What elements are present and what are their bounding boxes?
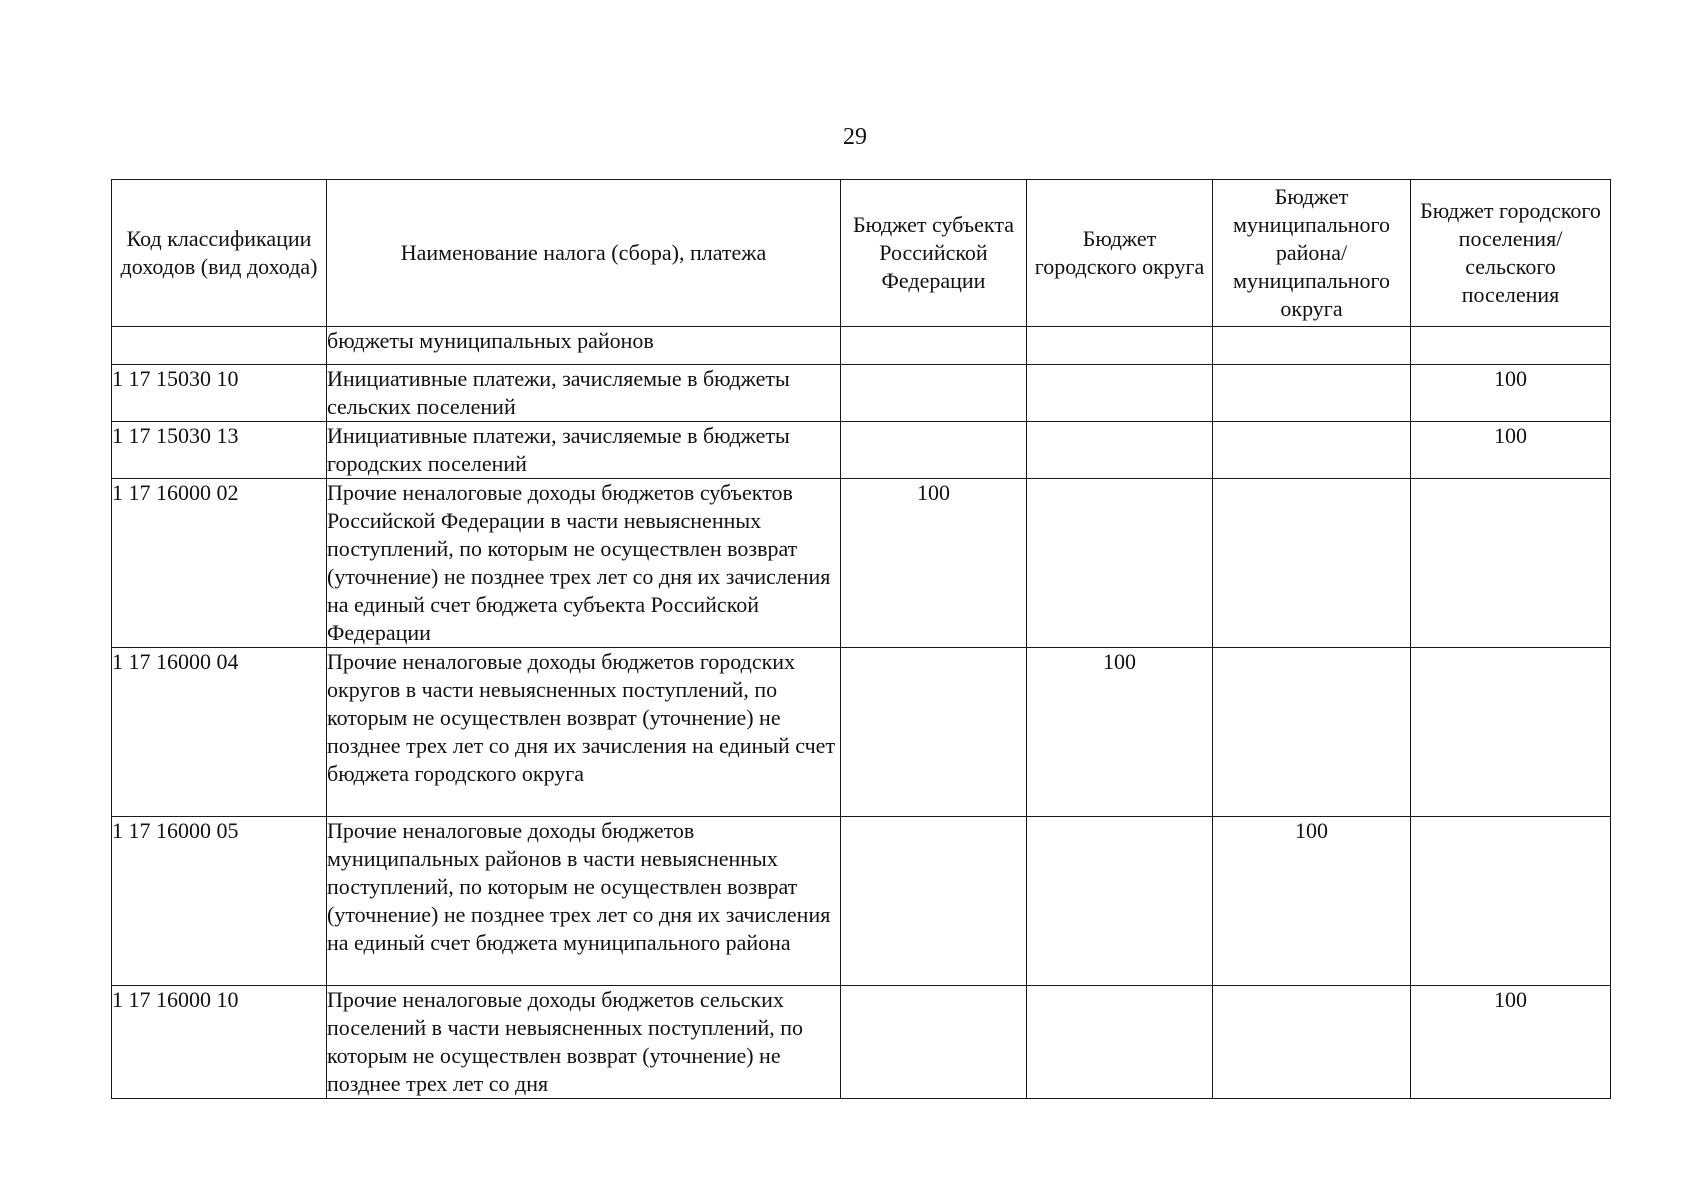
cell-municipal-district-budget: [1213, 327, 1411, 365]
cell-subject-budget: [841, 986, 1027, 1099]
cell-name-text: Инициативные платежи, зачисляемые в бюджеты городских поселений: [327, 423, 790, 476]
cell-code: 1 17 16000 04: [112, 648, 327, 817]
cell-settlement-budget: [1411, 817, 1611, 986]
cell-city-district-budget: [1027, 817, 1213, 986]
cell-municipal-district-budget: 100: [1213, 817, 1411, 986]
cell-name: [327, 817, 841, 986]
cell-settlement-budget: [1411, 479, 1611, 648]
cell-settlement-budget: [1411, 648, 1611, 817]
cell-name: [327, 648, 841, 817]
cell-city-district-budget: [1027, 479, 1213, 648]
header-subject-budget: [841, 180, 1027, 327]
table-row: [112, 327, 1611, 365]
cell-name-text: Прочие неналоговые доходы бюджетов субъектов Российской Федерации в части невыясненных поступлений, по которым не осуществлен возврат (уточнение) не позднее трех лет со дня их зачисления на единый счет бюджета субъекта Российской Федерации: [327, 480, 831, 645]
cell-settlement-budget: 100: [1411, 422, 1611, 479]
cell-city-district-budget: [1027, 422, 1213, 479]
cell-code: 1 17 16000 10: [112, 986, 327, 1099]
cell-name: [327, 365, 841, 422]
cell-subject-budget: [841, 422, 1027, 479]
cell-name-text: Инициативные платежи, зачисляемые в бюджеты сельских поселений: [327, 366, 790, 419]
cell-city-district-budget: 100: [1027, 648, 1213, 817]
cell-code: [112, 327, 327, 365]
cell-settlement-budget: 100: [1411, 986, 1611, 1099]
header-code: [112, 180, 327, 327]
cell-name: [327, 422, 841, 479]
cell-city-district-budget: [1027, 327, 1213, 365]
cell-name-text: бюджеты муниципальных районов: [327, 328, 654, 353]
cell-settlement-budget: [1411, 327, 1611, 365]
table-row: [112, 422, 1611, 479]
cell-municipal-district-budget: [1213, 422, 1411, 479]
header-settlement-budget: [1411, 180, 1611, 327]
cell-subject-budget: [841, 817, 1027, 986]
table-header-row: [112, 180, 1611, 327]
table-row: [112, 479, 1611, 648]
cell-name-text: Прочие неналоговые доходы бюджетов городских округов в части невыясненных поступлений, по которым не осуществлен возврат (уточнение) не позднее трех лет со дня их зачисления на единый счет бюджета городского округа: [327, 649, 836, 786]
cell-municipal-district-budget: [1213, 648, 1411, 817]
table-row: [112, 365, 1611, 422]
cell-code: 1 17 15030 10: [112, 365, 327, 422]
table-row: [112, 986, 1611, 1099]
cell-name: [327, 327, 841, 365]
cell-code: 1 17 15030 13: [112, 422, 327, 479]
header-name-label: Наименование налога (сбора), платежа: [400, 240, 767, 265]
table-row: [112, 648, 1611, 817]
cell-name: [327, 986, 841, 1099]
cell-name-text: Прочие неналоговые доходы бюджетов сельских поселений в части невыясненных поступлений, по которым не осуществлен возврат (уточнение) не позднее трех лет со дня: [327, 987, 804, 1096]
page-number: 29: [843, 124, 867, 150]
cell-city-district-budget: [1027, 365, 1213, 422]
header-code-label: Код классификации доходов (вид дохода): [120, 226, 318, 279]
cell-subject-budget: 100: [841, 479, 1027, 648]
cell-name: [327, 479, 841, 648]
header-municipal-district-budget: [1213, 180, 1411, 327]
header-city-district-budget-label: Бюджет городского округа: [1034, 226, 1205, 279]
cell-name-text: Прочие неналоговые доходы бюджетов муниципальных районов в части невыясненных поступлений, по которым не осуществлен возврат (уточнение) не позднее трех лет со дня их зачисления на единый счет бюджета муниципального района: [327, 818, 831, 955]
cell-city-district-budget: [1027, 986, 1213, 1099]
cell-code: 1 17 16000 05: [112, 817, 327, 986]
cell-municipal-district-budget: [1213, 365, 1411, 422]
header-subject-budget-label: Бюджет субъекта Российской Федерации: [853, 212, 1014, 293]
cell-subject-budget: [841, 648, 1027, 817]
table-row: [112, 817, 1611, 986]
header-city-district-budget: [1027, 180, 1213, 327]
cell-municipal-district-budget: [1213, 986, 1411, 1099]
income-classification-table: [111, 179, 1611, 1099]
header-municipal-district-budget-label: Бюджет муниципального района/ муниципального округа: [1232, 184, 1390, 321]
cell-code: 1 17 16000 02: [112, 479, 327, 648]
header-settlement-budget-label: Бюджет городского поселения/ сельского поселения: [1420, 198, 1601, 307]
cell-subject-budget: [841, 327, 1027, 365]
cell-settlement-budget: 100: [1411, 365, 1611, 422]
header-name: [327, 180, 841, 327]
cell-municipal-district-budget: [1213, 479, 1411, 648]
cell-subject-budget: [841, 365, 1027, 422]
